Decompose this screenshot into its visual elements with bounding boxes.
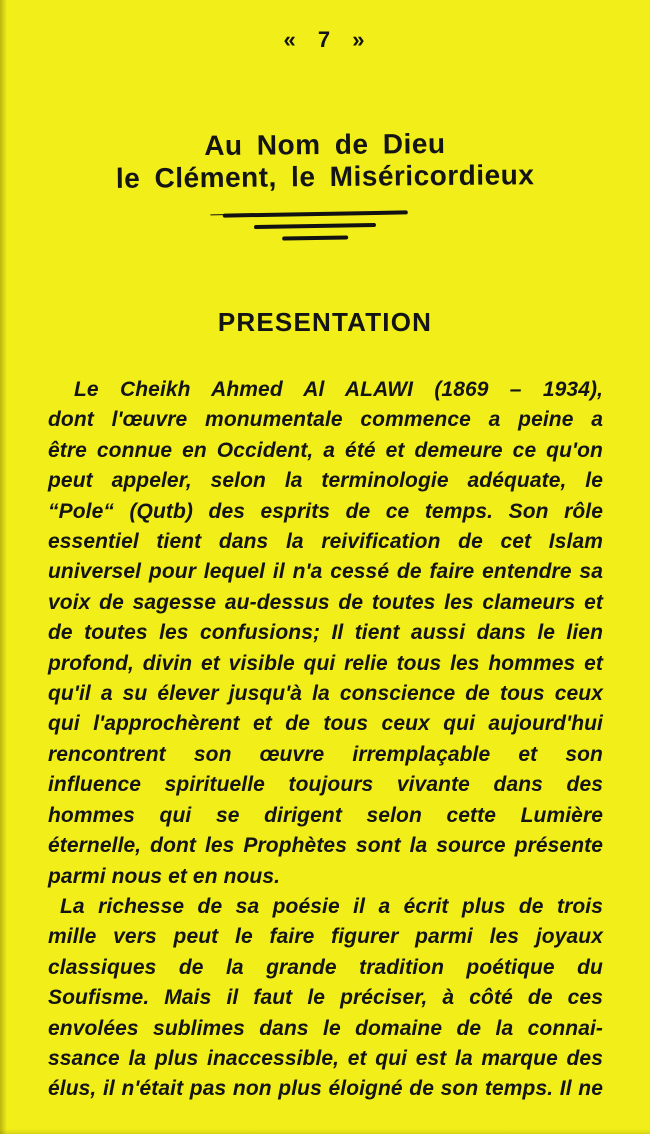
text-line: qu'il a su élever jusqu'à la conscience de tous ceux (48, 682, 603, 706)
divider-stroke (254, 223, 376, 229)
text-line: Soufisme. Mais il faut le préciser, à côté de ces (48, 986, 603, 1010)
text-line: parmi nous et en nous. (48, 864, 281, 888)
text-line: essentiel tient dans la reivification de cet Islam (48, 530, 603, 554)
section-title: PRESENTATION (217, 307, 433, 337)
scan-edge-shadow-bottom (0, 1129, 650, 1134)
invocation-line-1: Au Nom de Dieu (204, 127, 446, 162)
text-line: rencontrent son œuvre irremplaçable et son (48, 742, 603, 766)
text-line: être connue en Occident, a été et demeure ce qu'on (48, 438, 603, 462)
text-line: Le Cheikh Ahmed Al ALAWI (1869 – 1934), (74, 378, 603, 401)
paragraph (48, 375, 603, 892)
text-line: voix de sagesse au-dessus de toutes les clameurs et (48, 590, 603, 614)
text-line: ssance la plus inaccessible, et qui est la marque des (48, 1046, 603, 1070)
text-line: La richesse de sa poésie il a écrit plus de trois (60, 894, 603, 918)
divider-stroke (282, 235, 348, 240)
text-line: éternelle, dont les Prophètes sont la source présente (48, 834, 603, 858)
text-line: envolées sublimes dans le domaine de la connai- (48, 1016, 603, 1040)
body-text (48, 375, 603, 1105)
text-line: dont l'œuvre monumentale commence a peine a (48, 408, 603, 432)
calligraphic-divider (0, 206, 640, 245)
invocation-line-2: le Clément, le Miséricordieux (115, 159, 535, 194)
paragraph (48, 892, 603, 1105)
text-line: hommes qui se dirigent selon cette Lumière (48, 803, 603, 827)
text-line: de toutes les confusions; Il tient aussi dans le lien (48, 621, 603, 645)
text-line: profond, divin et visible qui relie tous les hommes et (48, 651, 603, 675)
text-line: influence spirituelle toujours vivante dans des (48, 773, 603, 797)
text-line: qui l'approchèrent et de tous ceux qui aujourd'hui (48, 712, 603, 736)
text-line: élus, il n'était pas non plus éloigné de son temps. Il ne (48, 1077, 603, 1101)
text-line: universel pour lequel il n'a cessé de faire entendre sa (48, 560, 603, 584)
text-line: mille vers peut le faire figurer parmi les joyaux (48, 925, 603, 949)
text-line: classiques de la grande tradition poétique du (48, 955, 603, 979)
text-line: “Pole“ (Qutb) des esprits de ce temps. Son rôle (48, 499, 603, 523)
text-line: peut appeler, selon la terminologie adéquate, le (48, 469, 603, 493)
page-number: « 7 » (283, 27, 367, 52)
divider-stroke (222, 210, 407, 217)
invocation (0, 126, 650, 196)
